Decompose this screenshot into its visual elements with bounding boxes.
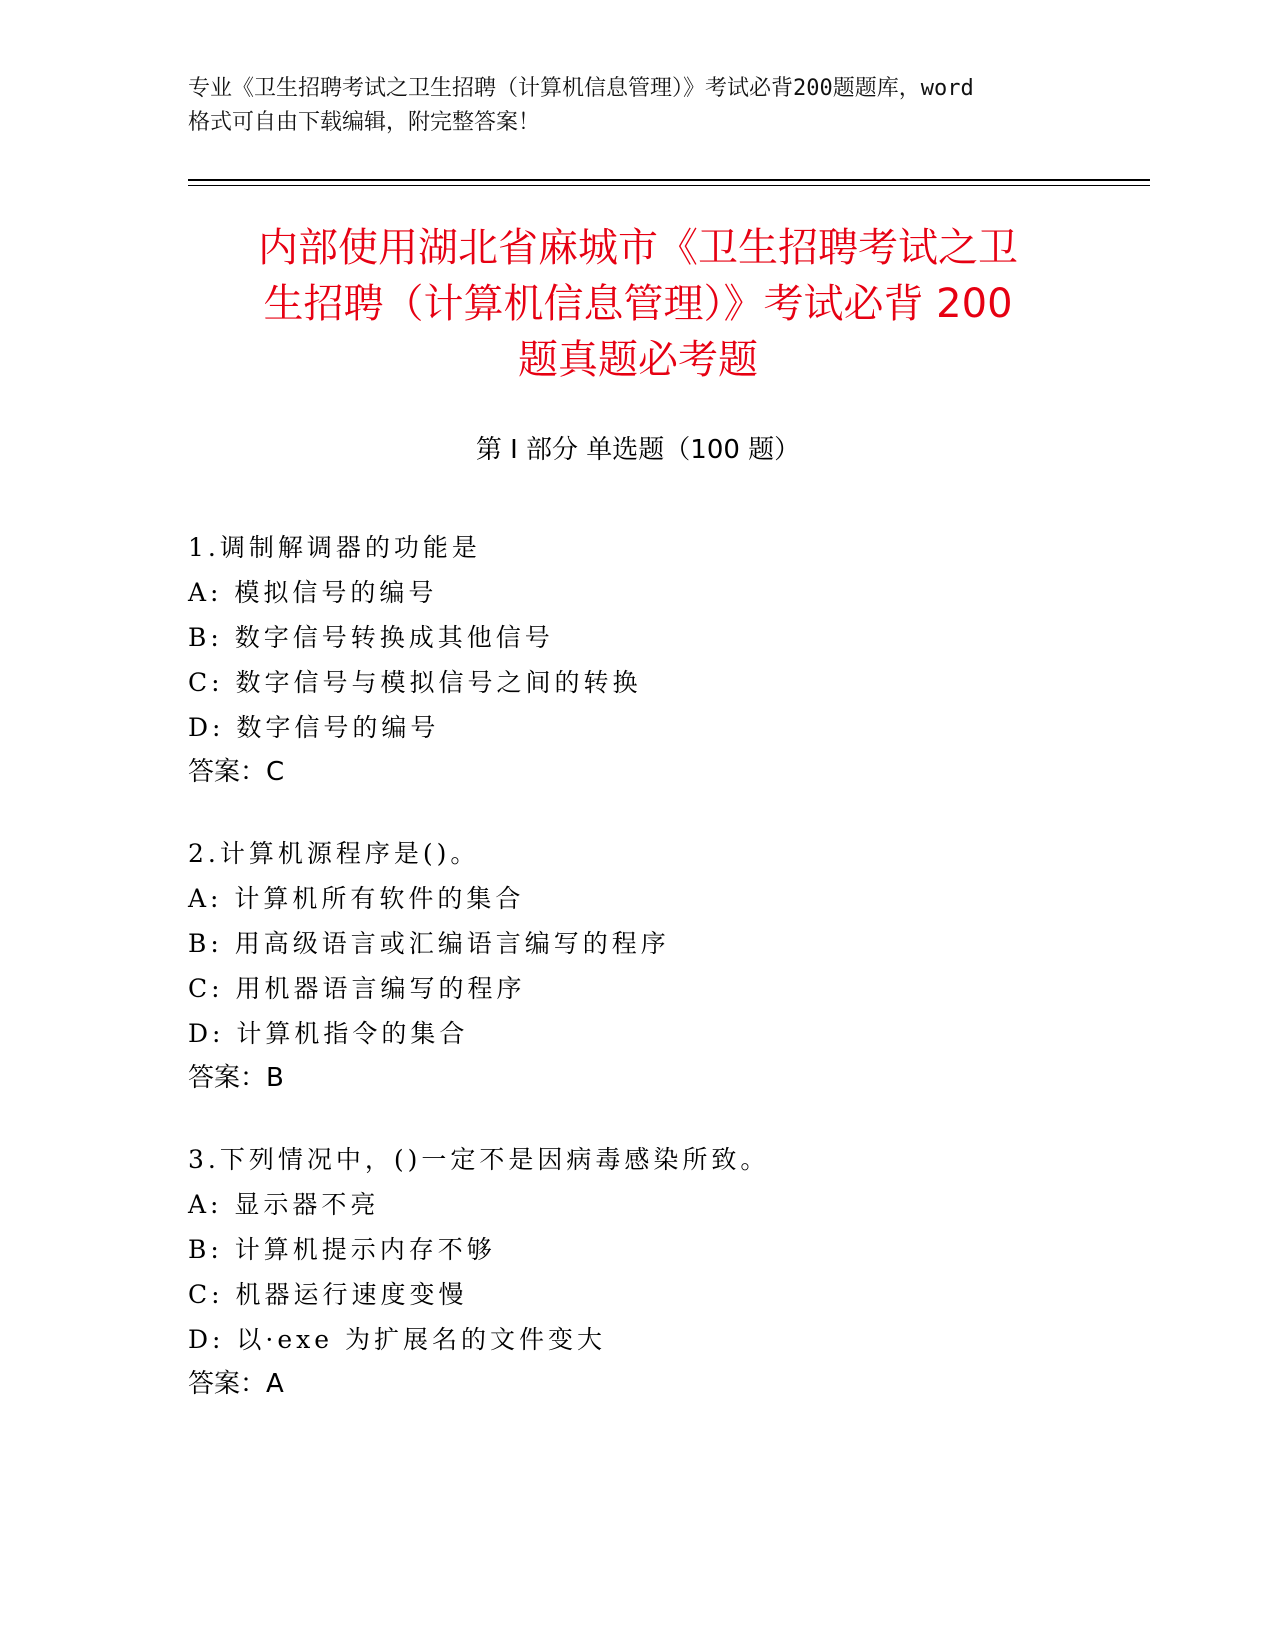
option-a: A: 计算机所有软件的集合 xyxy=(188,884,525,913)
answer-line: 答案：C xyxy=(188,757,285,787)
question-stem: 1.调制解调器的功能是 xyxy=(188,533,481,562)
option-c: C: 数字信号与模拟信号之间的转换 xyxy=(188,668,642,697)
option-b: B: 计算机提示内存不够 xyxy=(188,1235,496,1264)
option-d: D: 计算机指令的集合 xyxy=(188,1019,469,1048)
question-list xyxy=(188,525,1088,1443)
section-heading: 第 I 部分 单选题（100 题） xyxy=(475,435,801,465)
title-line-3: 题真题必考题 xyxy=(518,337,758,383)
intro-line-2: 格式可自由下载编辑，附完整答案！ xyxy=(188,110,541,135)
question-item xyxy=(188,525,1088,795)
header-divider-thin xyxy=(188,185,1150,186)
option-b: B: 用高级语言或汇编语言编写的程序 xyxy=(188,929,670,958)
option-b: B: 数字信号转换成其他信号 xyxy=(188,623,554,652)
intro-text xyxy=(188,72,1088,140)
answer-line: 答案：A xyxy=(188,1369,284,1399)
option-a: A: 模拟信号的编号 xyxy=(188,578,438,607)
title-line-2: 生招聘（计算机信息管理）》考试必背 200 xyxy=(263,281,1013,327)
option-a: A: 显示器不亮 xyxy=(188,1190,380,1219)
question-item xyxy=(188,1137,1088,1407)
option-d: D: 以·exe 为扩展名的文件变大 xyxy=(188,1325,606,1354)
option-c: C: 机器运行速度变慢 xyxy=(188,1280,468,1309)
question-stem: 2.计算机源程序是()。 xyxy=(188,839,480,868)
question-item xyxy=(188,831,1088,1101)
header-divider-thick xyxy=(188,179,1150,181)
answer-line: 答案：B xyxy=(188,1063,284,1093)
question-stem: 3.下列情况中，()一定不是因病毒感染所致。 xyxy=(188,1145,770,1174)
document-title xyxy=(188,220,1088,388)
option-c: C: 用机器语言编写的程序 xyxy=(188,974,526,1003)
intro-line-1: 专业《卫生招聘考试之卫生招聘（计算机信息管理）》考试必背200题题库，word xyxy=(188,76,974,101)
title-line-1: 内部使用湖北省麻城市《卫生招聘考试之卫 xyxy=(258,225,1018,271)
option-d: D: 数字信号的编号 xyxy=(188,713,440,742)
